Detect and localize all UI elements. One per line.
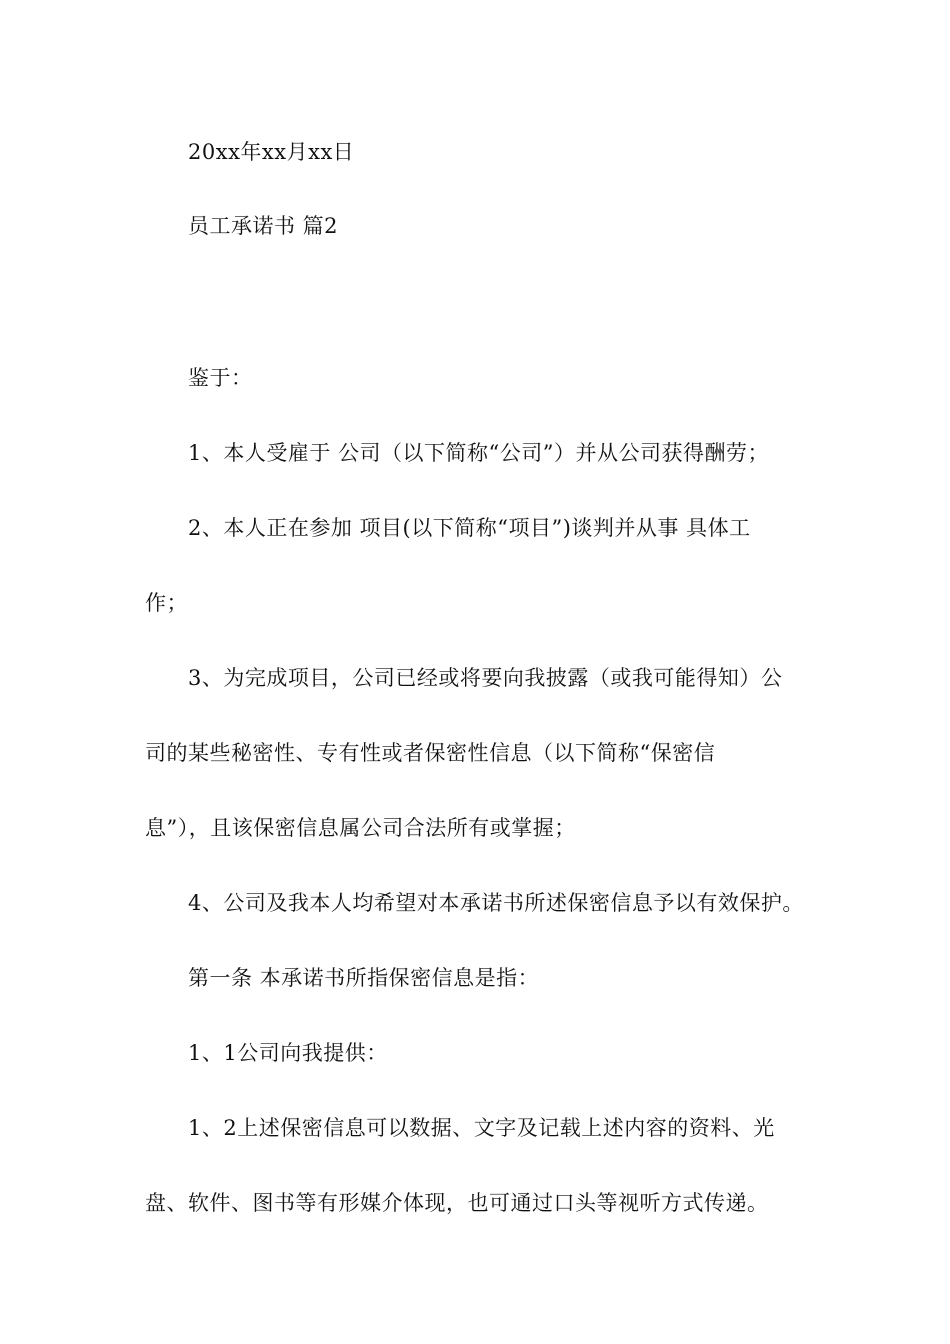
paragraph-item-3-cont-2: 息”），且该保密信息属公司合法所有或掌握； xyxy=(145,816,576,840)
clause-1-1: 1、1公司向我提供： xyxy=(188,1041,388,1065)
paragraph-item-2: 2、本人正在参加 项目(以下简称“项目”)谈判并从事 具体工 xyxy=(188,516,751,540)
paragraph-item-1: 1、本人受雇于 公司（以下简称“公司”）并从公司获得酬劳； xyxy=(188,441,770,465)
paragraph-item-3-cont-1: 司的某些秘密性、专有性或者保密性信息（以下简称“保密信 xyxy=(145,741,716,765)
paragraph-item-2-cont: 作； xyxy=(145,591,188,615)
section-title: 员工承诺书 篇2 xyxy=(188,214,339,238)
clause-1-2-cont: 盘、软件、图书等有形媒介体现，也可通过口头等视听方式传递。 xyxy=(145,1191,769,1215)
paragraph-item-4: 4、公司及我本人均希望对本承诺书所述保密信息予以有效保护。 xyxy=(188,891,804,915)
clause-1-2: 1、2上述保密信息可以数据、文字及记载上述内容的资料、光 xyxy=(188,1116,775,1140)
date-line: 20xx年xx月xx日 xyxy=(188,140,355,164)
paragraph-whereas: 鉴于： xyxy=(188,366,253,390)
article-1-heading: 第一条 本承诺书所指保密信息是指： xyxy=(188,966,540,990)
paragraph-item-3: 3、为完成项目，公司已经或将要向我披露（或我可能得知）公 xyxy=(188,666,783,690)
